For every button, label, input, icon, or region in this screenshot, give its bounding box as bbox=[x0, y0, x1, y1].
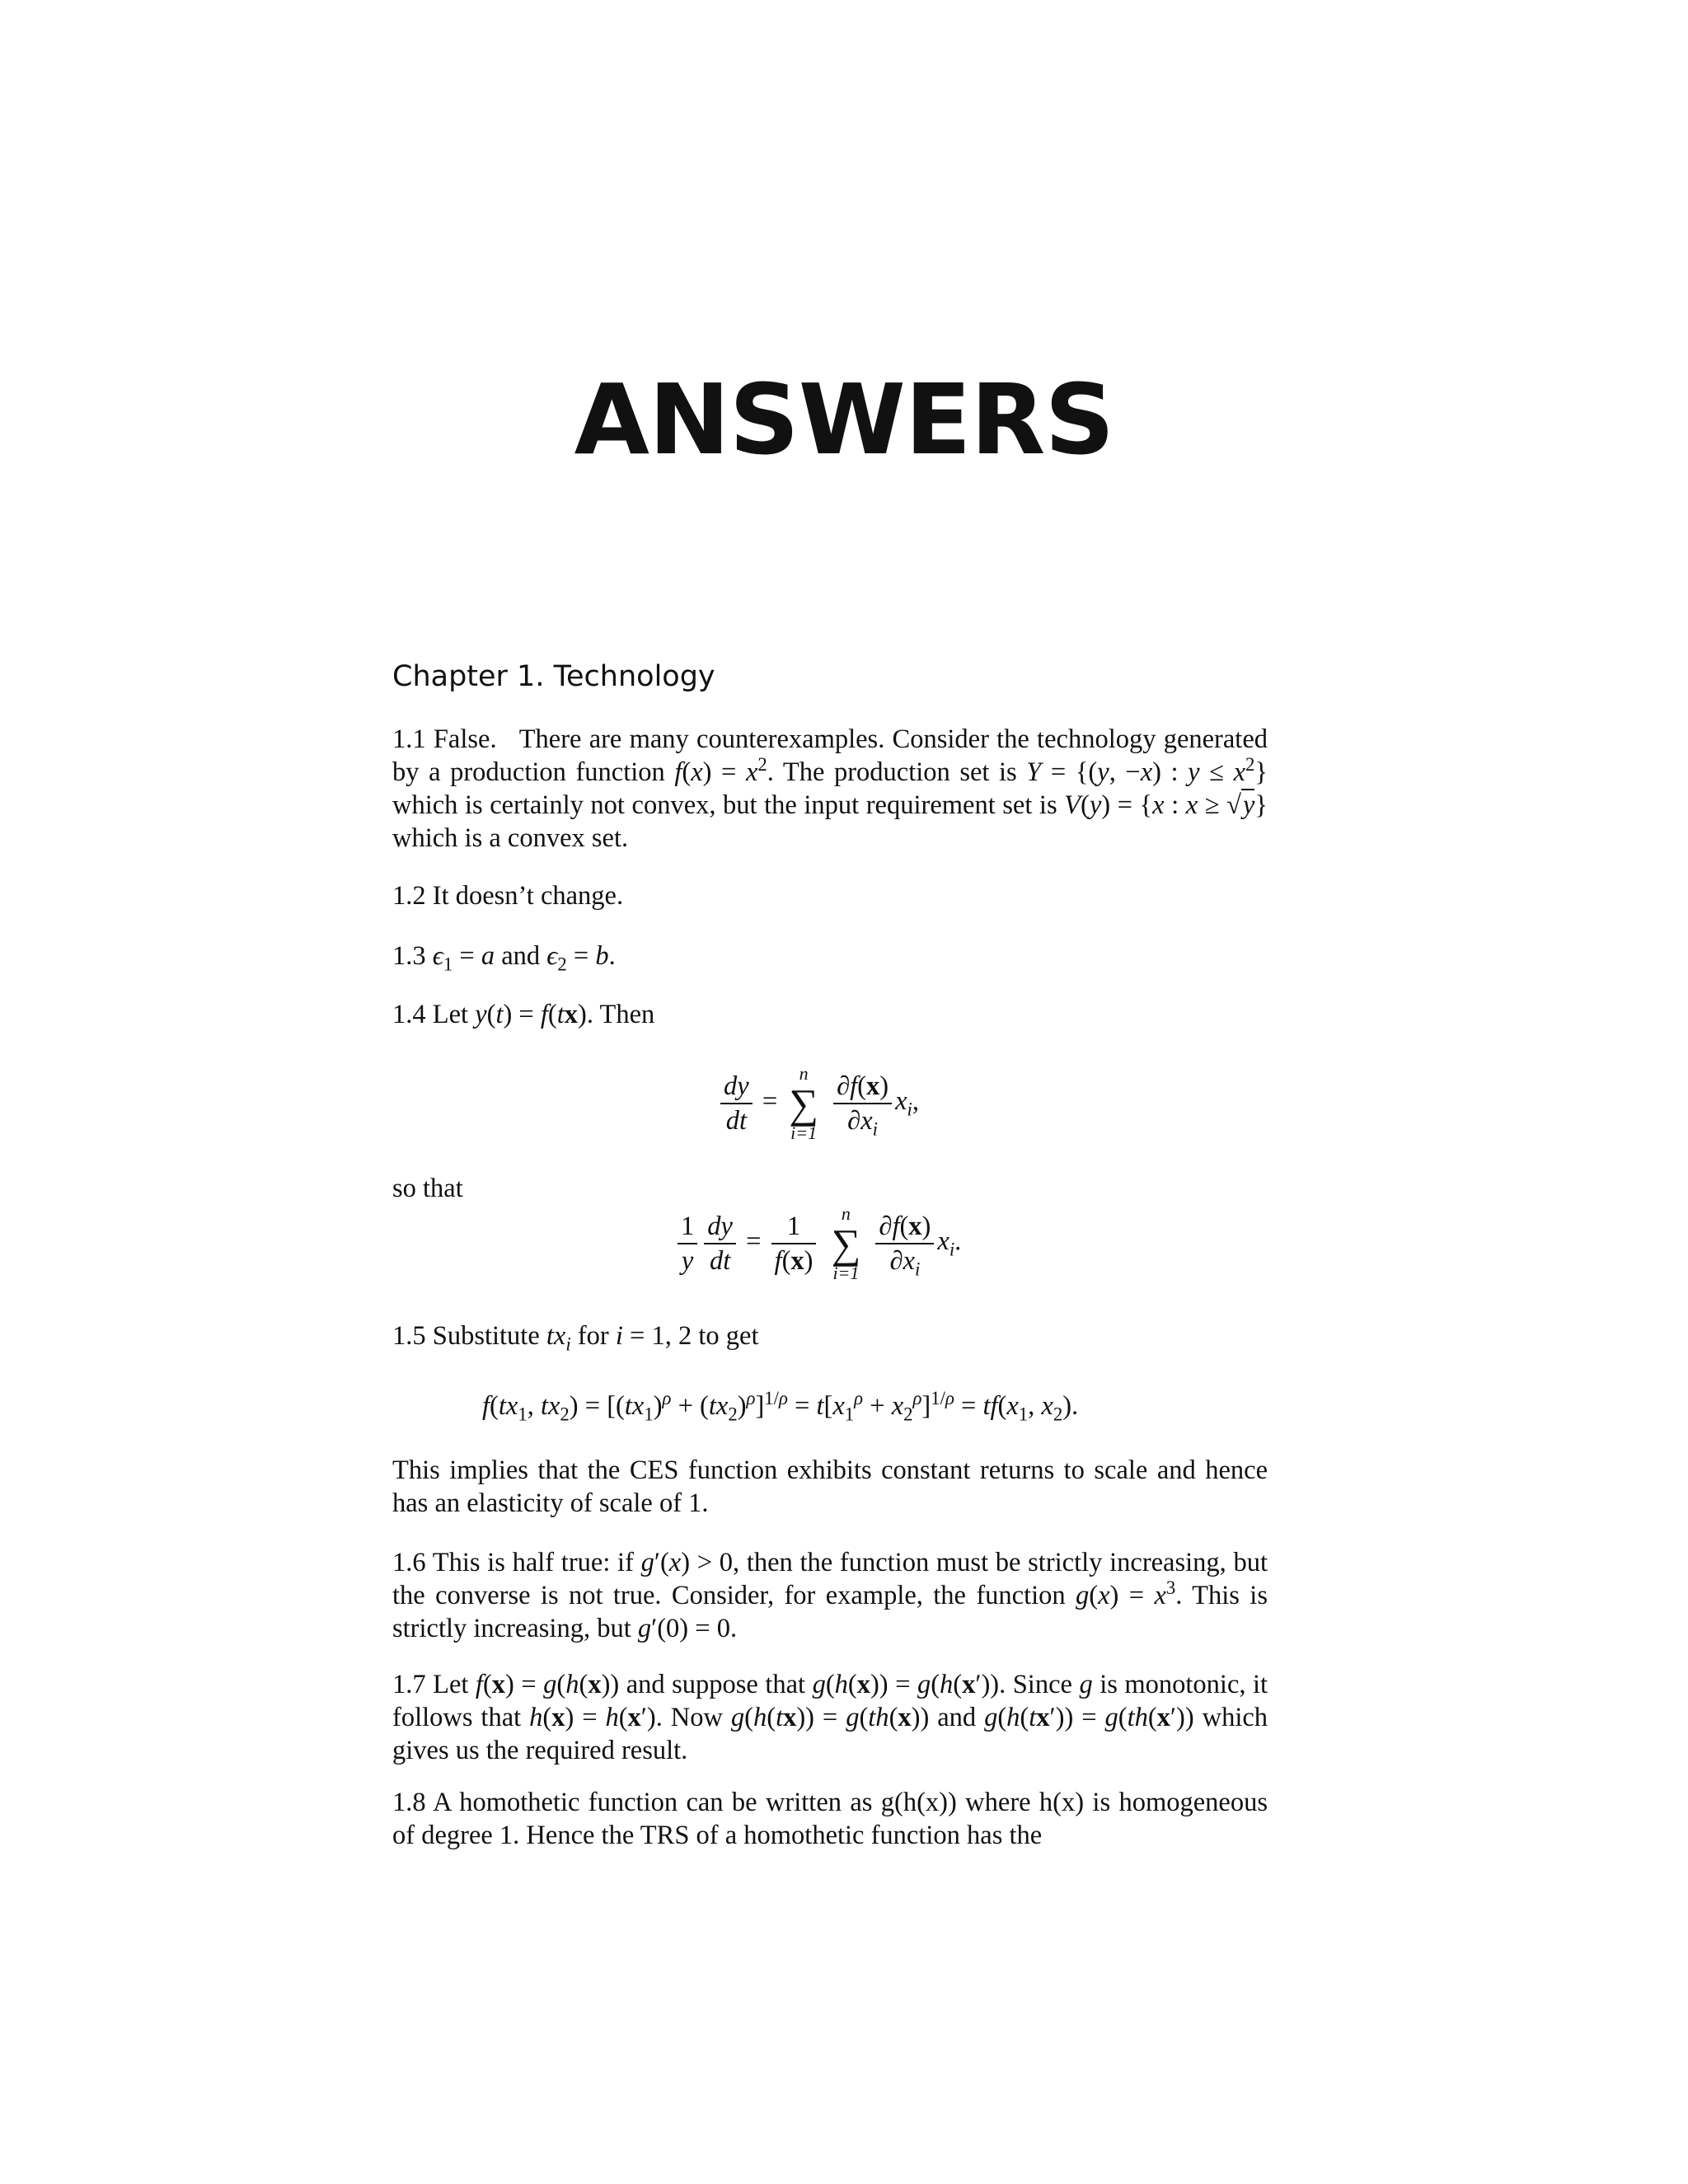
equation-elasticity: $\frac{1}{y}$ $\frac{dy}{dt}$ = $\frac{1}{f(x)}$ n ∑ i=1 $\frac{\partial f(x)}{\partial x_i}$ $x_i$. bbox=[674, 1203, 961, 1284]
answer-1-5-mid: for bbox=[577, 1321, 609, 1351]
answer-1-5-lead: 1.5 Substitute bbox=[392, 1321, 540, 1351]
answer-1-8: 1.8 A homothetic function can be written as g(h(x)) where h(x) is homogeneous of degree 1. Hence the TRS of a homothetic function has the bbox=[392, 1788, 1268, 1850]
answer-1-7-tail: which gives us the required result. bbox=[392, 1703, 1268, 1765]
answer-1-6-lead: 1.6 This is half true: if bbox=[392, 1548, 634, 1577]
answer-1-7-mid5: and bbox=[937, 1703, 977, 1732]
answer-1-6: 1.6 This is half true: if g′(x) > 0, then the function must be strictly increasing, but the converse is not true. Consider, for example, the function $g(x) = x^3$. This is strictly increasing, but g′(0) = 0. bbox=[392, 1548, 1268, 1643]
answer-1-4-then: Then bbox=[599, 1000, 655, 1029]
answer-1-3-lead: 1.3 bbox=[392, 941, 426, 971]
answer-1-7-mid3: is monotonic, it follows that bbox=[392, 1670, 1268, 1732]
answer-1-5-conclusion: This implies that the CES function exhibits constant returns to scale and hence has an elasticity of scale of 1. bbox=[392, 1455, 1268, 1518]
answer-1-1-text: There are many counterexamples. Consider the technology generated by a production function bbox=[392, 724, 1268, 787]
answer-1-5-tail: to get bbox=[698, 1321, 759, 1351]
equation-ces: $f(tx_1$, $tx_2) = [(tx_1)^\rho + (tx_2)^\rho]^{1/\rho} = t[x_1^\rho + x_2^\rho]^{1/\rho} = tf(x_1$, $x_2$). bbox=[482, 1388, 1079, 1425]
answer-1-6-tail: This is strictly increasing, but bbox=[392, 1581, 1268, 1643]
answer-1-3: 1.3 $\epsilon_1 = a$ and $\epsilon_2 = b$. bbox=[392, 941, 616, 975]
answer-1-7-mid2: Since bbox=[1012, 1670, 1072, 1699]
answer-1-1-lead: 1.1 False. bbox=[392, 724, 497, 754]
equation-dy-dt: $\frac{dy}{dt}$ = n ∑ i=1 $\frac{\partial f(x)}{\partial x_i}$ $x_i$, bbox=[717, 1063, 919, 1144]
chapter-heading: Chapter 1. Technology bbox=[392, 660, 715, 693]
answer-1-1: 1.1 False. There are many counterexamples. Consider the technology generated by a production function $f(x) = x^2$. The production set is Y = {(y, −x) : $y \le x^2$} which is certainly not convex, but the input requirement set is V(y) = {x : x ≥ √y} which is a convex set. bbox=[392, 724, 1268, 853]
answer-1-7-lead: 1.7 Let bbox=[392, 1670, 469, 1699]
answer-1-7-mid4: Now bbox=[670, 1703, 723, 1732]
answer-1-4: 1.4 Let y(t) = f(tx). Then bbox=[392, 1000, 655, 1029]
answer-1-6-mid: then the function must be strictly increasing, but the converse is not true. Consider, for example, the function bbox=[392, 1548, 1268, 1610]
answer-1-7: 1.7 Let f(x) = g(h(x)) and suppose that g(h(x)) = g(h(x′)). Since g is monotonic, it follows that h(x) = h(x′). Now g(h(tx)) = g(th(x)) and g(h(tx′)) = g(th(x′)) which gives us the required result. bbox=[392, 1670, 1268, 1765]
answer-1-4-so-that: so that bbox=[392, 1174, 463, 1203]
page-title: ANSWERS bbox=[574, 363, 1114, 476]
answer-1-7-mid1: and suppose that bbox=[626, 1670, 806, 1699]
answer-1-4-lead: 1.4 Let bbox=[392, 1000, 469, 1029]
answer-1-5: 1.5 Substitute $tx_i$ for i = 1, 2 to get bbox=[392, 1321, 759, 1355]
answer-1-2: 1.2 It doesn’t change. bbox=[392, 881, 624, 911]
